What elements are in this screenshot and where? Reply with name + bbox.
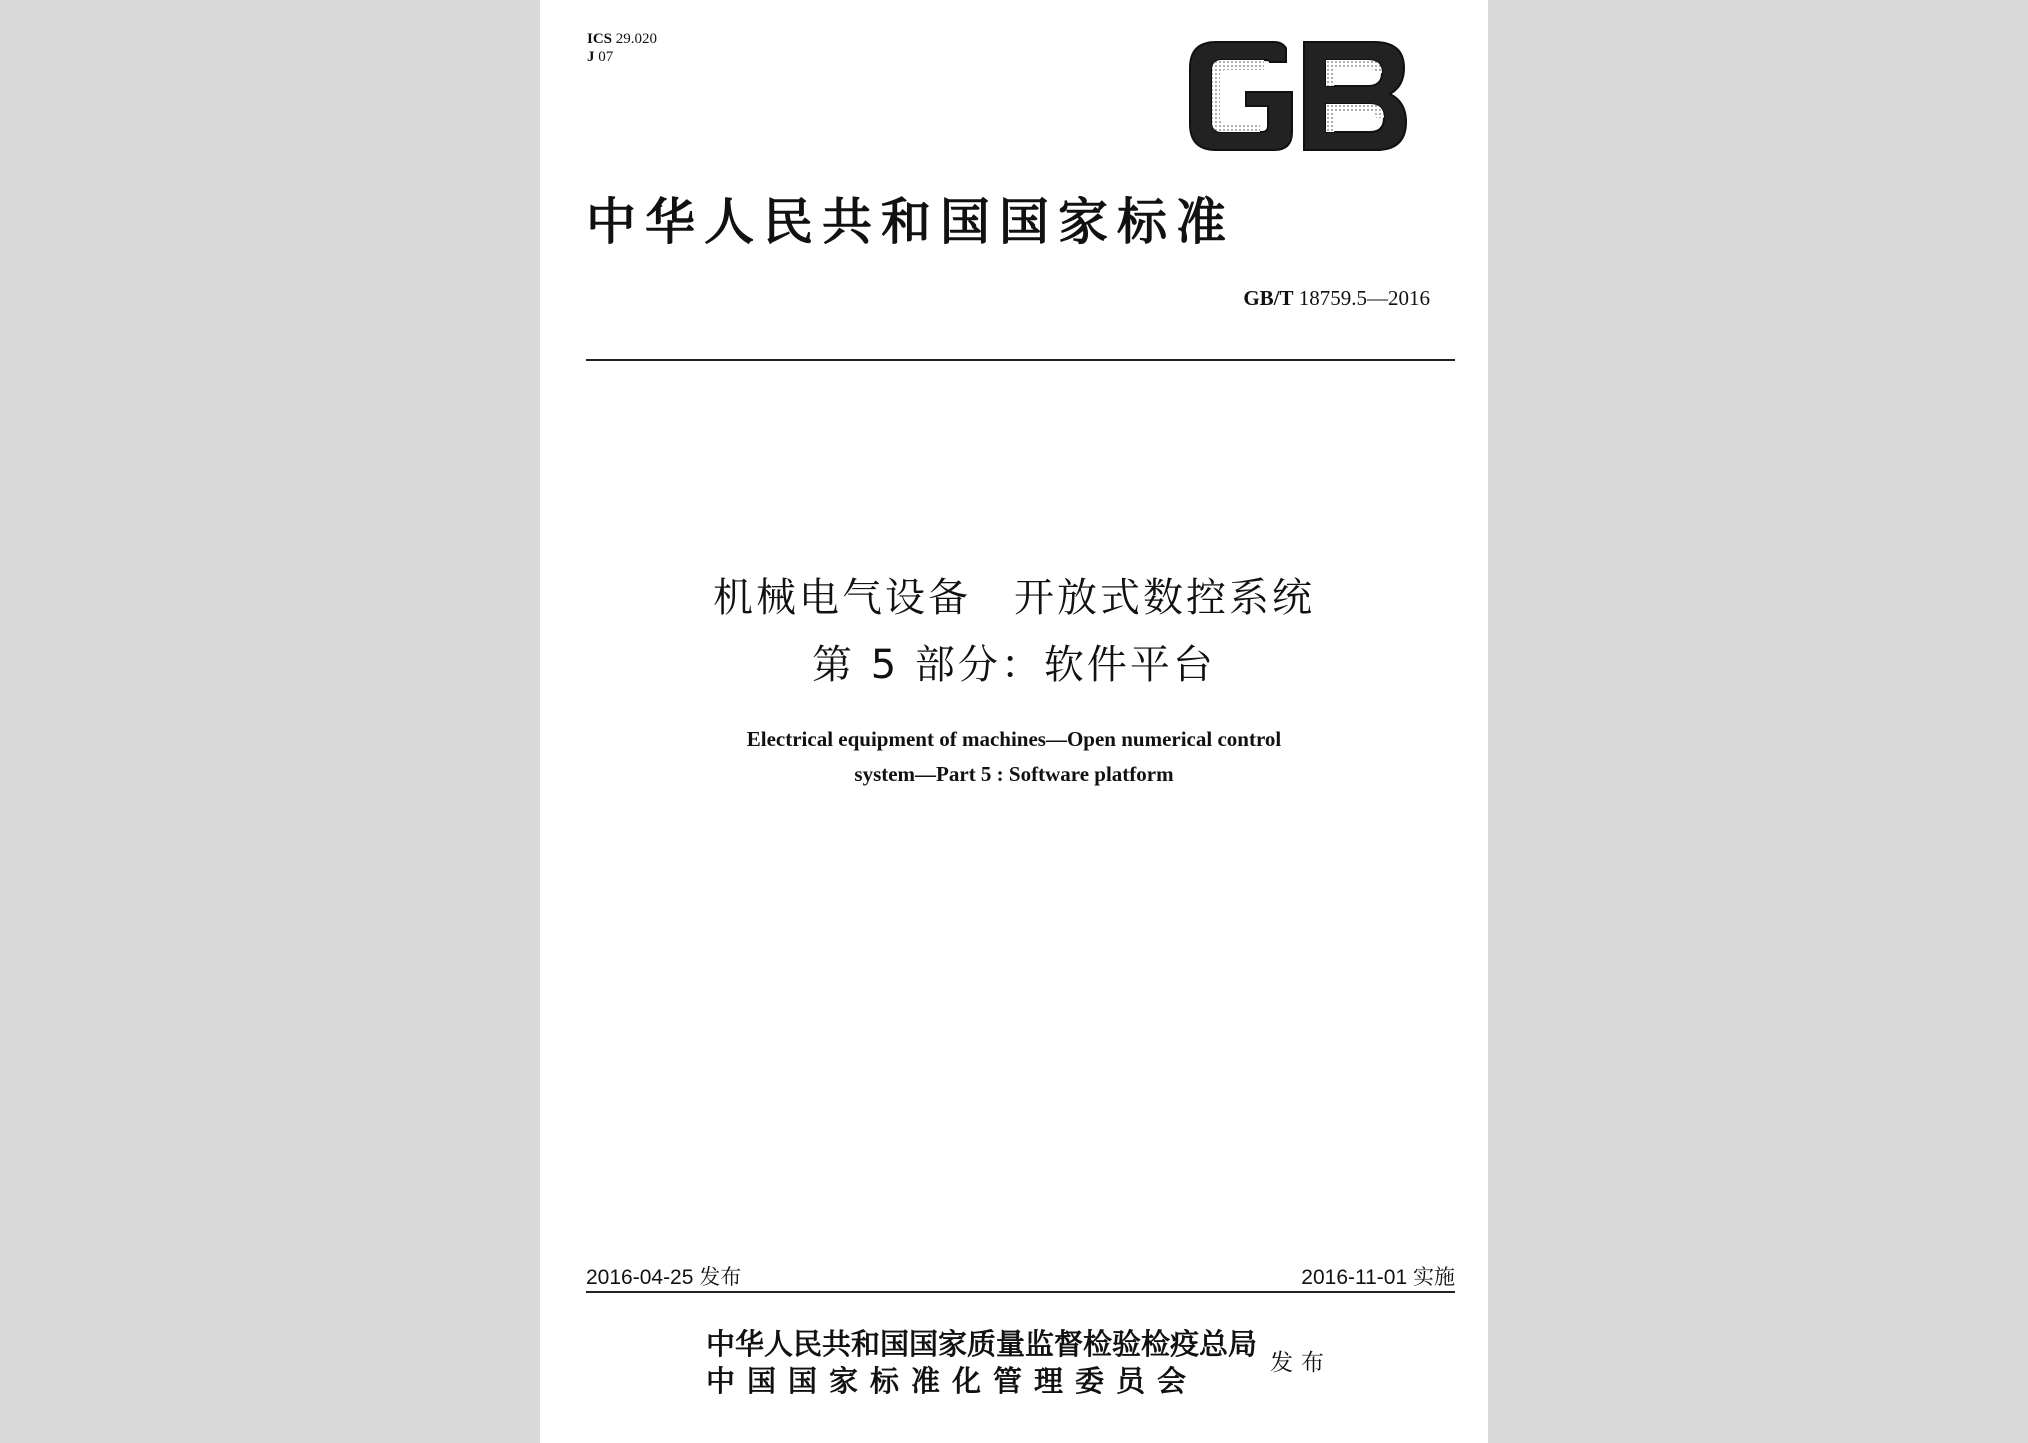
ics-label: ICS: [587, 31, 613, 47]
standard-number-value: 18759.5—2016: [1298, 286, 1430, 310]
class-code: 07: [598, 49, 614, 65]
gb-logo: [1186, 40, 1410, 152]
publish-label: 发布: [1270, 1350, 1332, 1376]
english-title-line2: system—Part 5 : Software platform: [854, 762, 1174, 786]
ics-line: [587, 30, 657, 48]
classification-codes: [587, 30, 657, 66]
standard-number-prefix: GB/T: [1243, 286, 1294, 310]
ics-code: 29.020: [615, 31, 658, 47]
document-title-line2: 第 5 部分：软件平台: [812, 642, 1216, 688]
document-page: [540, 0, 1488, 1443]
standard-number: [1243, 286, 1430, 311]
national-standard-title: 中华人民共和国国家标准: [586, 192, 1235, 251]
document-title-line1: 机械电气设备 开放式数控系统: [713, 575, 1315, 621]
publish-date: 2016-04-25 发布: [586, 1266, 742, 1289]
issuer-line2: 中国国家标准化管理委员会: [706, 1364, 1199, 1398]
class-line: [587, 48, 657, 66]
footer-divider: [586, 1291, 1455, 1293]
issuer-line1: 中华人民共和国国家质量监督检验检疫总局: [706, 1327, 1258, 1361]
english-title-line1: Electrical equipment of machines—Open numerical control: [746, 727, 1282, 751]
class-label: J: [587, 49, 595, 65]
effective-date: 2016-11-01 实施: [1301, 1266, 1455, 1289]
header-divider: [586, 359, 1455, 361]
